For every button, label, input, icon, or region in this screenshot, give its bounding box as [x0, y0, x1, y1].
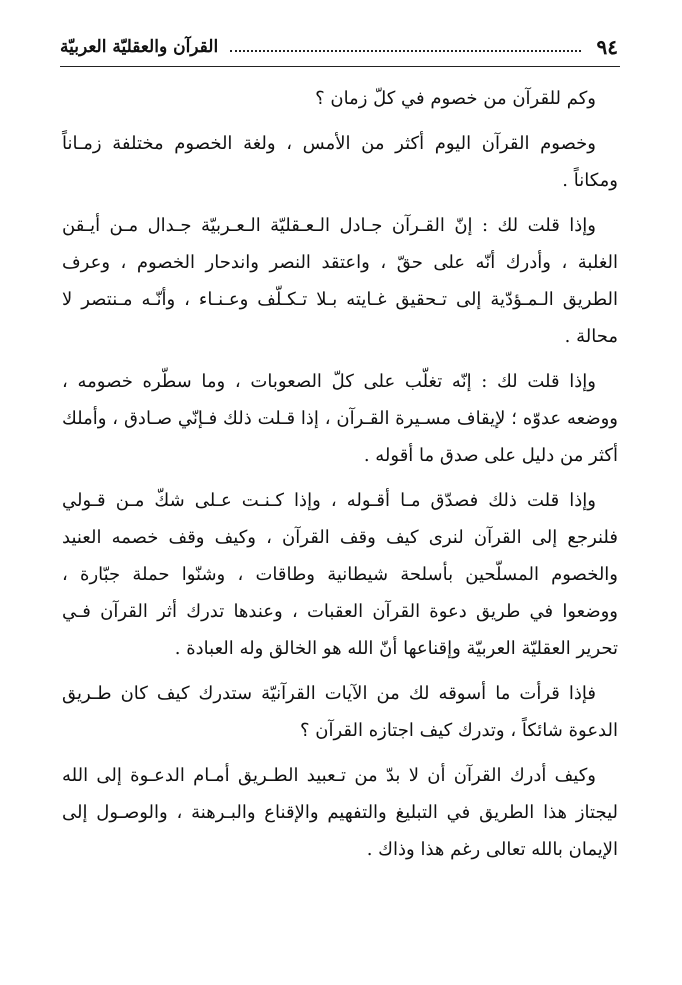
page-number: ٩٤	[596, 35, 618, 59]
paragraph: وخصوم القرآن اليوم أكثر من الأمس ، ولغة الخصوم مختلفة زمـاناً ومكاناً .	[62, 133, 618, 191]
book-title: القرآن والعقليّة العربيّة	[60, 37, 219, 57]
dotted-leader	[230, 50, 580, 52]
paragraph: وإذا قلت ذلك فصدّق مـا أقـوله ، وإذا كـنـت عـلى شكّ مـن قـولي فلنرجع إلى القرآن لنرى كيف وقف القرآن ، وكيف وقف خصمه العنيد والخصوم المسلّحين بأسلحة شيطانية وطاقات ، وشنّوا حملة جبّارة ، ووضعوا في طريق دعوة القرآن العقبات ، وعندها تدرك أثر القرآن فـي تحرير العقليّة العربيّة وإقناعها أنّ الله هو الخالق وله العبادة .	[62, 490, 618, 659]
paragraph: وكيف أدرك القرآن أن لا بدّ من تـعبيد الطـريق أمـام الدعـوة إلى الله ليجتاز هذا الطريق في التبليغ والتفهيم والإقناع والبـرهنة ، والوصـول إلى الإيمان بالله تعالى رغم هذا وذاك .	[62, 765, 618, 860]
paragraph: وإذا قلت لك : إنّ القـرآن جـادل الـعـقليّة الـعـربيّة جـدال مـن أيـقن الغلبة ، وأدرك أنّه على حقّ ، واعتقد النصر واندحار الخصوم ، وعرف الطريق الـمـؤدّية إلى تـحقيق غـايته بـلا تـكـلّف وعـنـاء ، وأنّـه مـنتصر لا محالة .	[62, 215, 618, 347]
running-header	[60, 30, 618, 64]
paragraph: وكم للقرآن من خصوم في كلّ زمان ؟	[315, 88, 596, 109]
body-text	[62, 80, 618, 876]
paragraph: فإذا قرأت ما أسوقه لك من الآيات القرآنيّة ستدرك كيف كان طـريق الدعوة شائكاً ، وتدرك كيف اجتازه القرآن ؟	[62, 683, 618, 741]
paragraph: وإذا قلت لك : إنّه تغلّب على كلّ الصعوبات ، وما سطّره خصومه ، ووضعه عدوّه ؛ لإيقاف مسـيرة القـرآن ، إذا قـلت ذلك فـإنّي صـادق ، وأملك أكثر من دليل على صدق ما أقوله .	[62, 371, 618, 466]
header-rule	[60, 66, 620, 67]
